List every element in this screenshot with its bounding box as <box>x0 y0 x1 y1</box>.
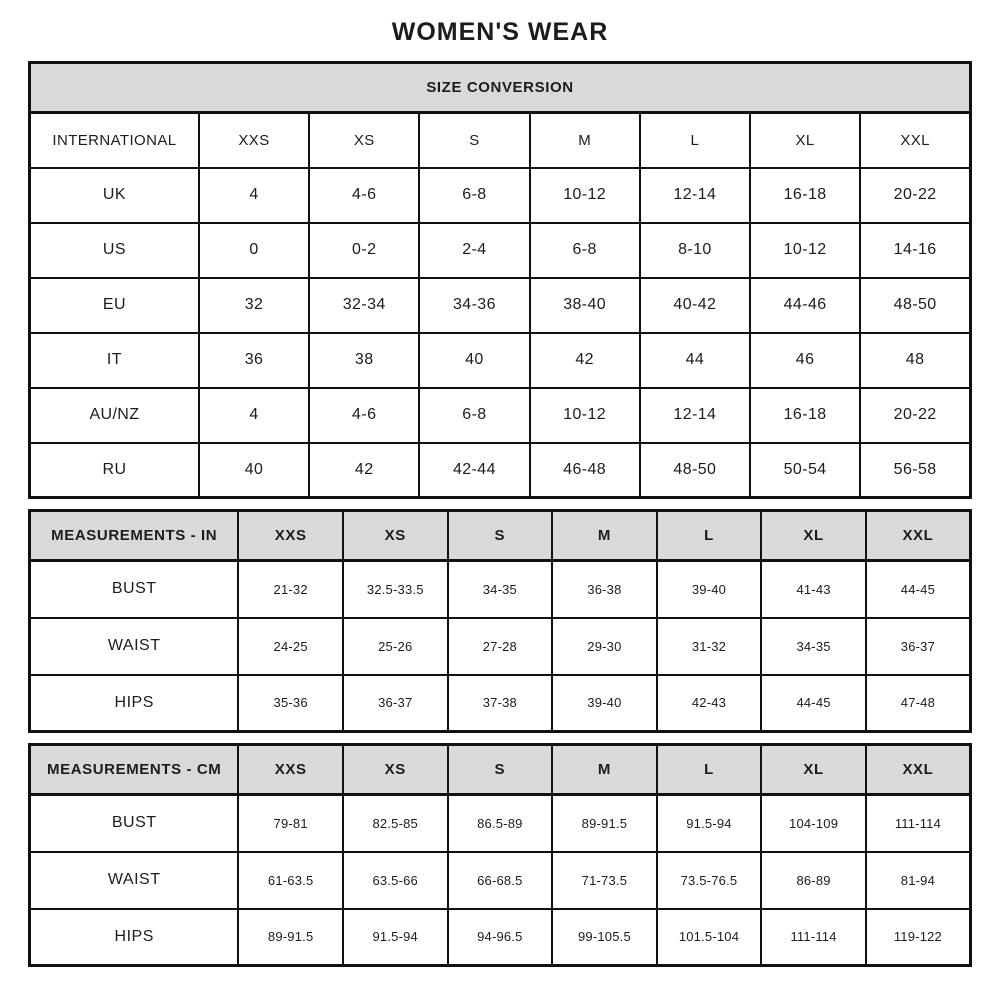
size-value-cell: 16-18 <box>750 168 860 223</box>
measurement-value-cell: 44-45 <box>761 675 866 732</box>
row-label-cell: BUST <box>30 561 239 618</box>
table-header-row <box>30 511 971 561</box>
size-header-cell: XXS <box>199 113 309 168</box>
size-header-cell: S <box>419 113 529 168</box>
size-header-cell: XL <box>761 745 866 795</box>
row-label-cell: HIPS <box>30 909 239 966</box>
table-row-bust-in <box>30 561 971 618</box>
size-value-cell: 12-14 <box>640 388 750 443</box>
table-row-hips-cm <box>30 909 971 966</box>
row-label-cell: UK <box>30 168 199 223</box>
size-header-cell: XXS <box>238 511 343 561</box>
measurement-value-cell: 41-43 <box>761 561 866 618</box>
size-value-cell: 48-50 <box>640 443 750 498</box>
measurement-value-cell: 21-32 <box>238 561 343 618</box>
size-header-cell: M <box>552 511 657 561</box>
size-header-cell: XL <box>750 113 860 168</box>
size-value-cell: 10-12 <box>750 223 860 278</box>
measurement-value-cell: 31-32 <box>657 618 762 675</box>
size-value-cell: 42 <box>530 333 640 388</box>
size-value-cell: 4-6 <box>309 388 419 443</box>
size-value-cell: 14-16 <box>860 223 970 278</box>
size-value-cell: 16-18 <box>750 388 860 443</box>
size-header-cell: M <box>552 745 657 795</box>
size-header-cell: XS <box>343 511 448 561</box>
measurement-value-cell: 63.5-66 <box>343 852 448 909</box>
size-value-cell: 6-8 <box>530 223 640 278</box>
size-value-cell: 44-46 <box>750 278 860 333</box>
size-value-cell: 42 <box>309 443 419 498</box>
measurement-value-cell: 71-73.5 <box>552 852 657 909</box>
measurement-value-cell: 32.5-33.5 <box>343 561 448 618</box>
measurements-cm-title: MEASUREMENTS - CM <box>30 745 239 795</box>
measurements-in-title: MEASUREMENTS - IN <box>30 511 239 561</box>
size-header-cell: L <box>657 511 762 561</box>
size-conversion-title: SIZE CONVERSION <box>30 63 971 113</box>
row-label-cell: EU <box>30 278 199 333</box>
measurement-value-cell: 81-94 <box>866 852 971 909</box>
measurement-value-cell: 39-40 <box>657 561 762 618</box>
measurement-value-cell: 104-109 <box>761 795 866 852</box>
size-value-cell: 20-22 <box>860 168 970 223</box>
row-label-cell: IT <box>30 333 199 388</box>
measurement-value-cell: 36-38 <box>552 561 657 618</box>
size-value-cell: 4-6 <box>309 168 419 223</box>
page-title: WOMEN'S WEAR <box>391 18 609 46</box>
size-value-cell: 32 <box>199 278 309 333</box>
size-value-cell: 34-36 <box>419 278 529 333</box>
size-conversion-table <box>28 61 972 499</box>
size-header-cell: L <box>657 745 762 795</box>
size-value-cell: 32-34 <box>309 278 419 333</box>
measurement-value-cell: 101.5-104 <box>657 909 762 966</box>
row-label-cell: US <box>30 223 199 278</box>
measurement-value-cell: 44-45 <box>866 561 971 618</box>
table-row-bust-cm <box>30 795 971 852</box>
table-row-eu <box>30 278 971 333</box>
size-value-cell: 10-12 <box>530 168 640 223</box>
size-value-cell: 44 <box>640 333 750 388</box>
measurement-value-cell: 47-48 <box>866 675 971 732</box>
size-value-cell: 2-4 <box>419 223 529 278</box>
measurement-value-cell: 86.5-89 <box>448 795 553 852</box>
measurement-value-cell: 89-91.5 <box>238 909 343 966</box>
measurement-value-cell: 94-96.5 <box>448 909 553 966</box>
measurements-cm-table <box>28 743 972 967</box>
size-value-cell: 20-22 <box>860 388 970 443</box>
size-value-cell: 46-48 <box>530 443 640 498</box>
measurement-value-cell: 34-35 <box>761 618 866 675</box>
measurement-value-cell: 36-37 <box>343 675 448 732</box>
size-value-cell: 8-10 <box>640 223 750 278</box>
size-header-cell: S <box>448 745 553 795</box>
size-header-cell: L <box>640 113 750 168</box>
measurement-value-cell: 61-63.5 <box>238 852 343 909</box>
size-value-cell: 38-40 <box>530 278 640 333</box>
measurement-value-cell: 91.5-94 <box>657 795 762 852</box>
size-value-cell: 6-8 <box>419 168 529 223</box>
size-value-cell: 40-42 <box>640 278 750 333</box>
measurement-value-cell: 82.5-85 <box>343 795 448 852</box>
size-value-cell: 42-44 <box>419 443 529 498</box>
size-header-cell: XXL <box>860 113 970 168</box>
size-value-cell: 4 <box>199 388 309 443</box>
row-label-cell: WAIST <box>30 618 239 675</box>
measurement-value-cell: 42-43 <box>657 675 762 732</box>
row-label-cell: HIPS <box>30 675 239 732</box>
table-row-hips-in <box>30 675 971 732</box>
measurement-value-cell: 27-28 <box>448 618 553 675</box>
size-value-cell: 6-8 <box>419 388 529 443</box>
size-value-cell: 36 <box>199 333 309 388</box>
table-row-it <box>30 333 971 388</box>
size-header-cell: S <box>448 511 553 561</box>
size-header-cell: XS <box>309 113 419 168</box>
size-value-cell: 4 <box>199 168 309 223</box>
measurement-value-cell: 89-91.5 <box>552 795 657 852</box>
size-value-cell: 48 <box>860 333 970 388</box>
table-row-waist-cm <box>30 852 971 909</box>
measurement-value-cell: 119-122 <box>866 909 971 966</box>
measurement-value-cell: 86-89 <box>761 852 866 909</box>
table-title-row <box>30 63 971 113</box>
size-header-cell: XXL <box>866 745 971 795</box>
size-header-cell: XXL <box>866 511 971 561</box>
table-header-row <box>30 745 971 795</box>
measurement-value-cell: 111-114 <box>866 795 971 852</box>
row-label-cell: INTERNATIONAL <box>30 113 199 168</box>
measurement-value-cell: 35-36 <box>238 675 343 732</box>
size-header-cell: M <box>530 113 640 168</box>
measurement-value-cell: 39-40 <box>552 675 657 732</box>
measurement-value-cell: 91.5-94 <box>343 909 448 966</box>
measurement-value-cell: 25-26 <box>343 618 448 675</box>
measurement-value-cell: 73.5-76.5 <box>657 852 762 909</box>
measurement-value-cell: 66-68.5 <box>448 852 553 909</box>
table-row-aunz <box>30 388 971 443</box>
size-value-cell: 40 <box>199 443 309 498</box>
table-row-uk <box>30 168 971 223</box>
size-value-cell: 46 <box>750 333 860 388</box>
size-value-cell: 50-54 <box>750 443 860 498</box>
row-label-cell: WAIST <box>30 852 239 909</box>
size-header-cell: XS <box>343 745 448 795</box>
size-value-cell: 0 <box>199 223 309 278</box>
measurement-value-cell: 34-35 <box>448 561 553 618</box>
size-value-cell: 10-12 <box>530 388 640 443</box>
measurement-value-cell: 79-81 <box>238 795 343 852</box>
row-label-cell: BUST <box>30 795 239 852</box>
size-value-cell: 56-58 <box>860 443 970 498</box>
measurement-value-cell: 29-30 <box>552 618 657 675</box>
size-value-cell: 0-2 <box>309 223 419 278</box>
size-value-cell: 40 <box>419 333 529 388</box>
table-row-us <box>30 223 971 278</box>
measurement-value-cell: 111-114 <box>761 909 866 966</box>
table-row-ru <box>30 443 971 498</box>
size-header-cell: XXS <box>238 745 343 795</box>
measurement-value-cell: 37-38 <box>448 675 553 732</box>
table-row-waist-in <box>30 618 971 675</box>
size-value-cell: 12-14 <box>640 168 750 223</box>
table-header-row <box>30 113 971 168</box>
measurement-value-cell: 99-105.5 <box>552 909 657 966</box>
measurements-in-table <box>28 509 972 733</box>
size-value-cell: 38 <box>309 333 419 388</box>
row-label-cell: AU/NZ <box>30 388 199 443</box>
size-header-cell: XL <box>761 511 866 561</box>
measurement-value-cell: 36-37 <box>866 618 971 675</box>
size-value-cell: 48-50 <box>860 278 970 333</box>
row-label-cell: RU <box>30 443 199 498</box>
measurement-value-cell: 24-25 <box>238 618 343 675</box>
